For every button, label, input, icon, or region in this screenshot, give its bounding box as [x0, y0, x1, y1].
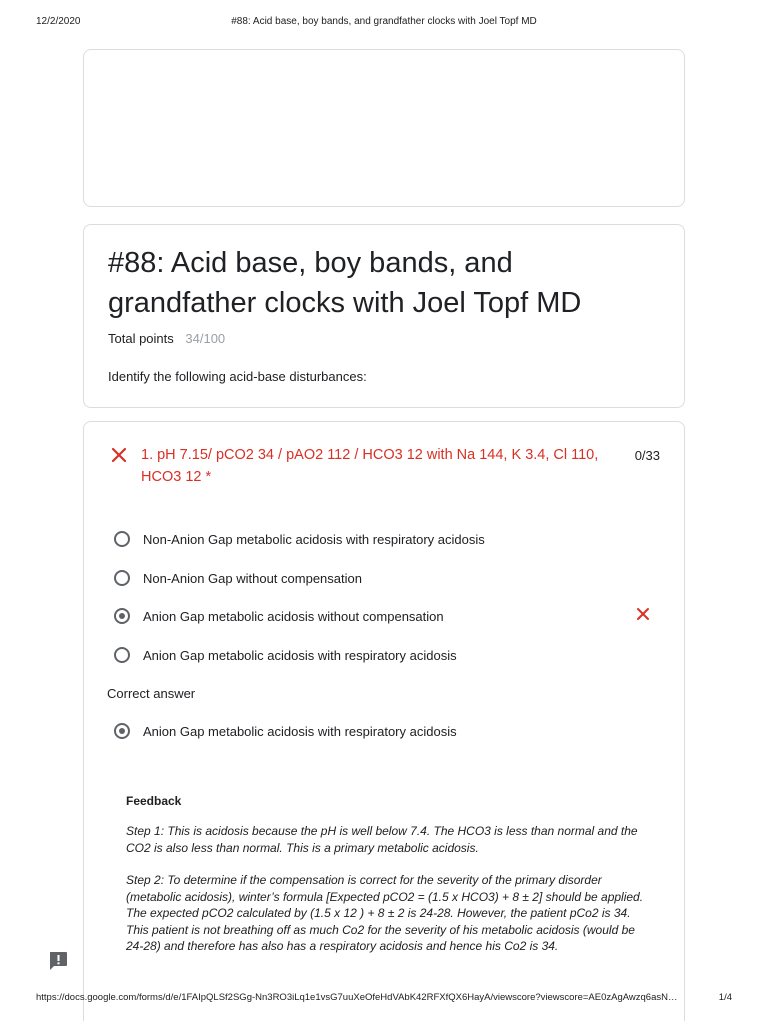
radio-button[interactable] — [114, 531, 130, 547]
answer-option[interactable] — [114, 566, 362, 590]
print-page-number: 1/4 — [718, 992, 732, 1003]
correct-answer-label: Anion Gap metabolic acidosis with respiratory acidosis — [143, 723, 457, 739]
form-title: #88: Acid base, boy bands, and grandfather clocks with Joel Topf MD — [108, 247, 582, 319]
radio-button-checked — [114, 723, 130, 739]
report-feedback-icon[interactable] — [46, 949, 70, 973]
correct-answer-option — [114, 719, 457, 743]
total-points-value: 34/100 — [185, 331, 226, 346]
total-points-label: Total points — [108, 331, 174, 346]
feedback-section — [126, 794, 646, 971]
feedback-paragraph: Step 1: This is acidosis because the pH is well below 7.4. The HCO3 is less than normal and the CO2 is also less than normal. This is a primary metabolic acidosis. — [126, 824, 638, 855]
answer-option[interactable] — [114, 643, 457, 667]
print-page-title: #88: Acid base, boy bands, and grandfather clocks with Joel Topf MD — [231, 16, 537, 27]
radio-button[interactable] — [114, 570, 130, 586]
question-score: 0/33 — [634, 448, 660, 463]
question-card — [83, 421, 685, 1021]
answer-option-label: Anion Gap metabolic acidosis with respiratory acidosis — [143, 647, 457, 663]
form-banner-card — [83, 49, 685, 207]
feedback-paragraph: Step 2: To determine if the compensation is correct for the severity of the primary disorder (metabolic acidosis), winter’s formula [Expected pCO2 = (1.5 x HCO3) + 8 ± 2] should be applied. The expected pCO2 calculated by (1.5 x 12 ) + 8 ± 2 is 24-28. However, the patient pCo2 is 34. This patient is not breathing off as much Co2 for the severity of his metabolic acidosis (would be 24-28) and therefore has also has a respiratory acidosis and hence his Co2 is 34. — [126, 873, 644, 953]
total-points — [108, 331, 225, 346]
answer-option-label: Non-Anion Gap without compensation — [143, 570, 362, 586]
answer-option-selected[interactable] — [114, 604, 444, 628]
radio-button-checked[interactable] — [114, 608, 130, 624]
form-instructions: Identify the following acid-base disturbances: — [108, 369, 367, 384]
answer-option-label: Non-Anion Gap metabolic acidosis with respiratory acidosis — [143, 531, 485, 547]
form-header-card — [83, 224, 685, 408]
radio-button[interactable] — [114, 647, 130, 663]
print-date: 12/2/2020 — [36, 16, 81, 27]
correct-answer-heading: Correct answer — [107, 686, 196, 701]
wrong-answer-x-icon — [636, 607, 650, 621]
feedback-heading: Feedback — [126, 794, 182, 808]
print-url: https://docs.google.com/forms/d/e/1FAIpQLSf2SGg-Nn3RO3iLq1e1vsG7uuXeOfeHdVAbK42RFXfQX6HayA/viewscore?viewscore=AE0zAgAwzq6asN… — [36, 992, 678, 1003]
answer-option[interactable] — [114, 527, 485, 551]
answer-option-label: Anion Gap metabolic acidosis without compensation — [143, 608, 444, 624]
incorrect-x-icon — [110, 446, 128, 464]
question-text: 1. pH 7.15/ pCO2 34 / pAO2 112 / HCO3 12 with Na 144, K 3.4, Cl 110, HCO3 12 * — [141, 447, 599, 485]
